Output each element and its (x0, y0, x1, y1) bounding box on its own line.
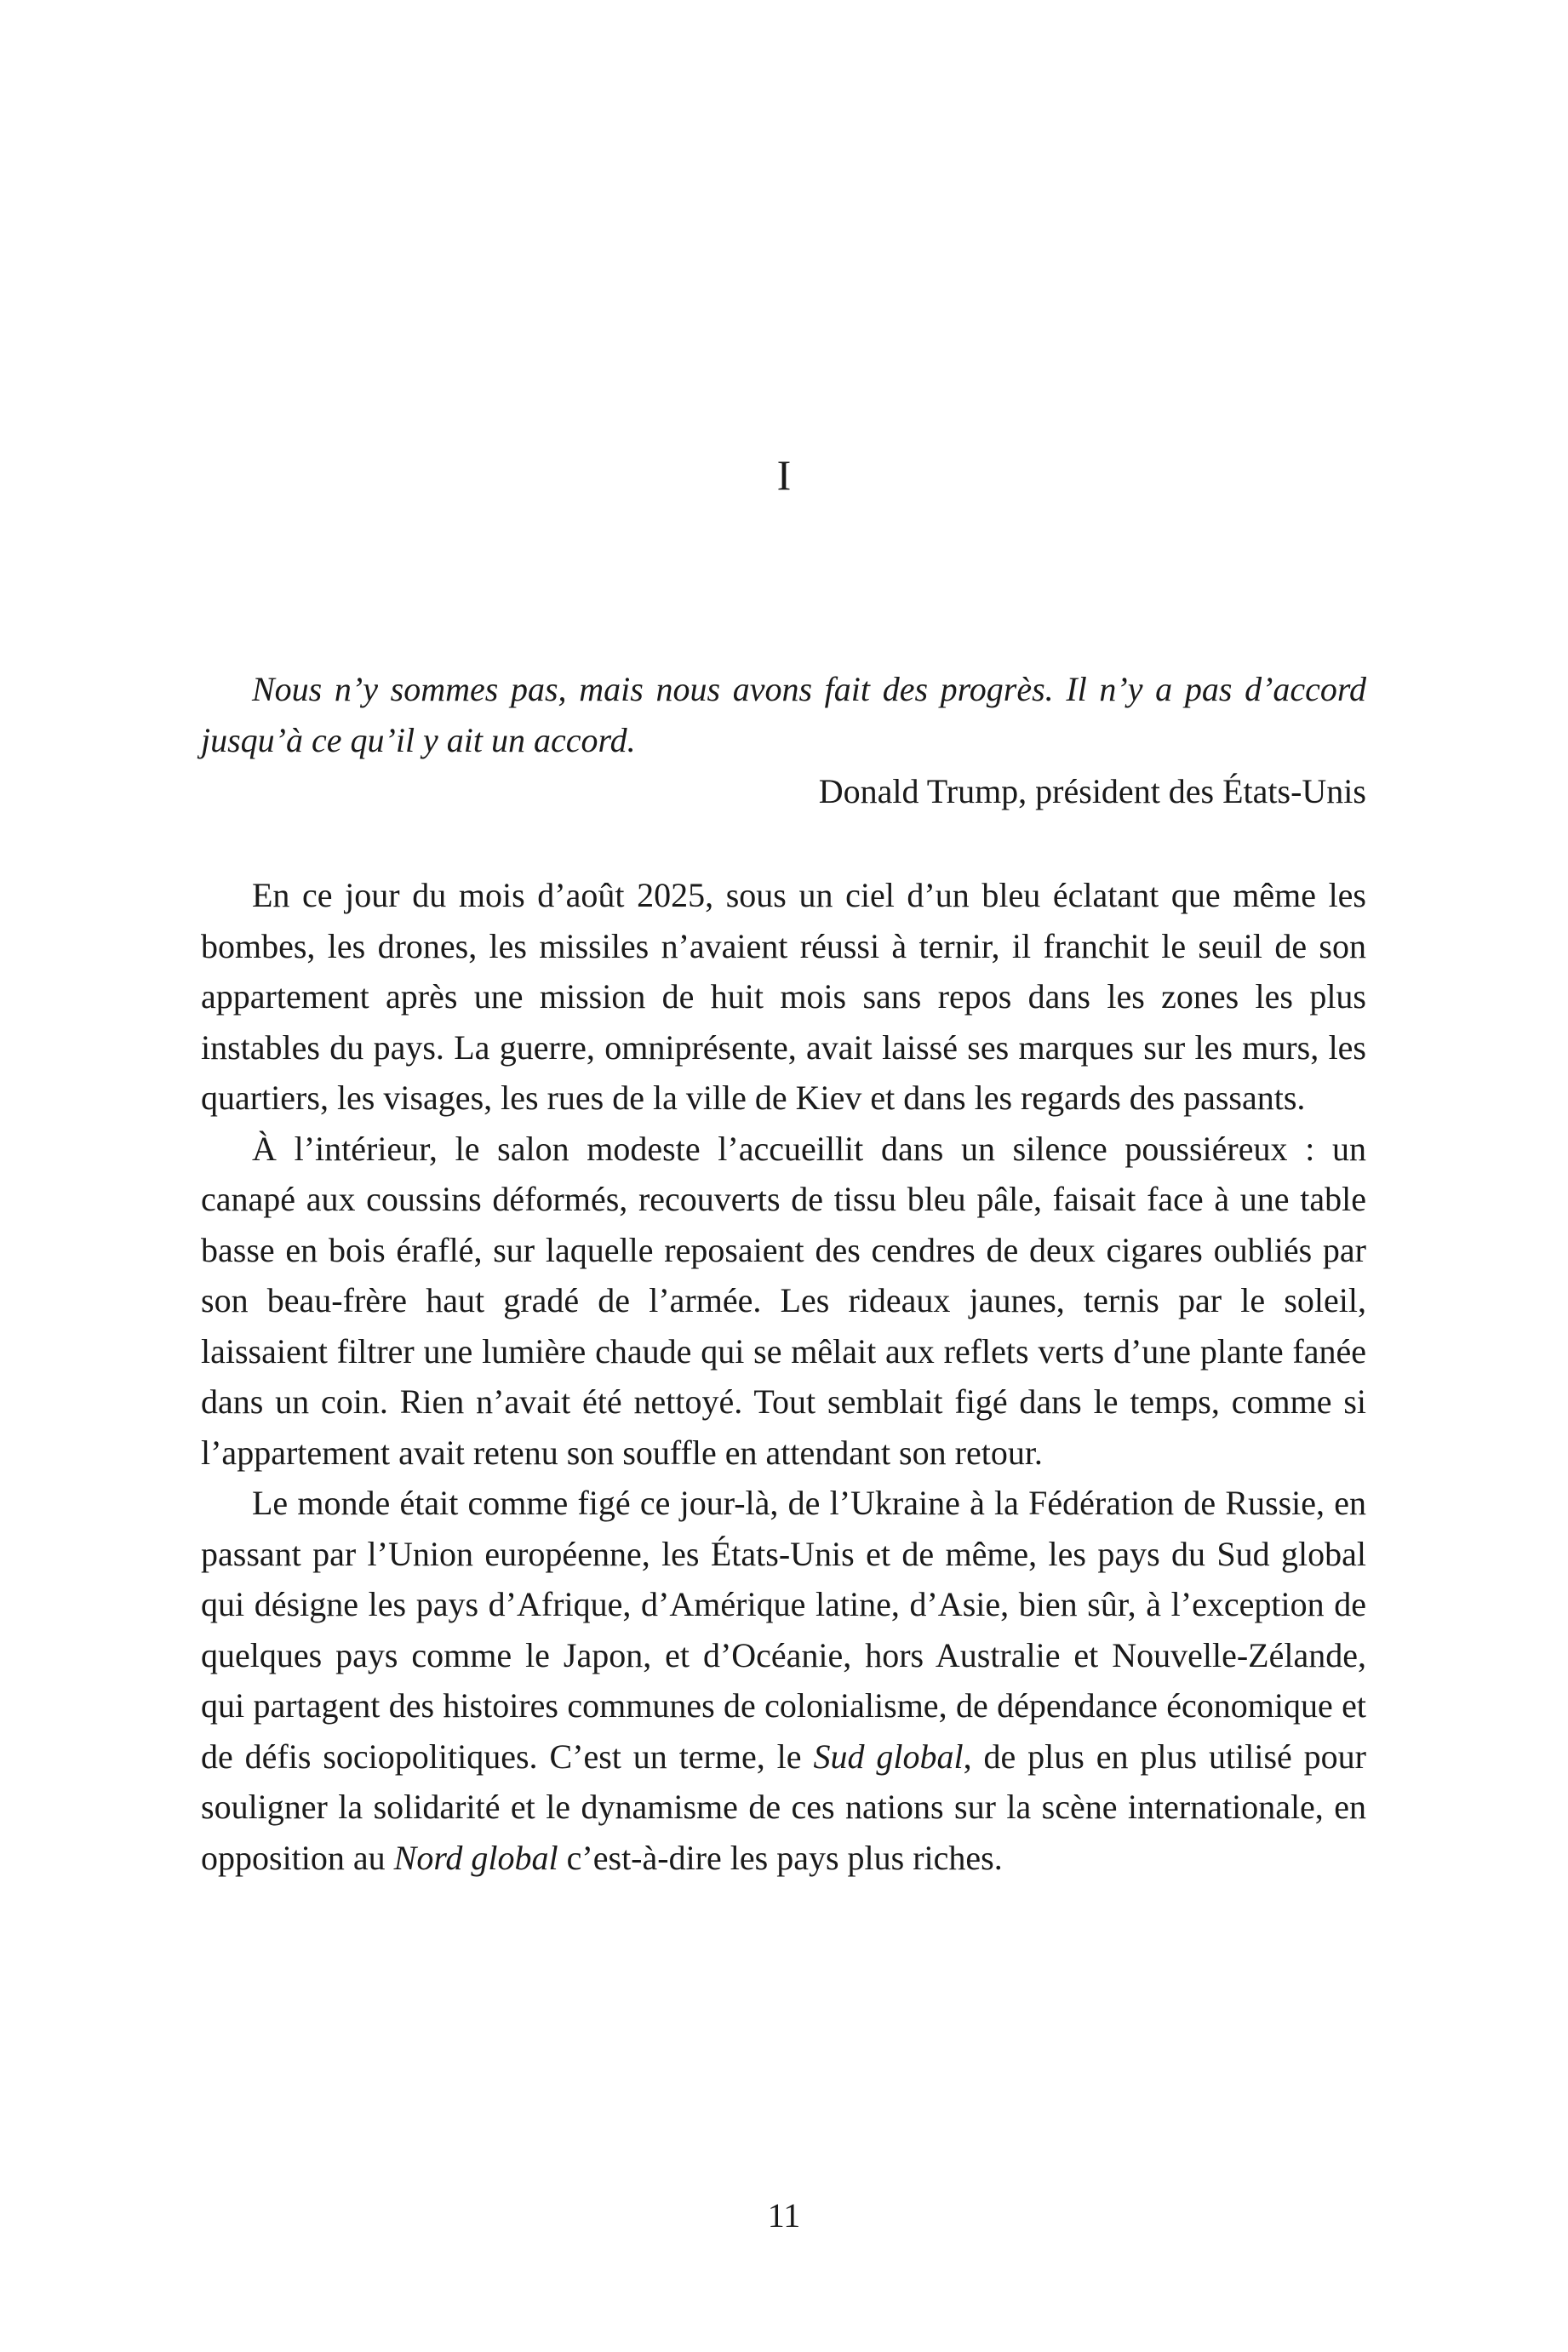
page-number: 11 (767, 2196, 801, 2235)
paragraph-3-text-a: Le monde était comme figé ce jour-là, de l’Ukraine à la Fédération de Russie, en passant par l’Union européenne, les États-Unis et de même, les pays du Sud global qui désigne les pays d’Afrique, d’Amérique latine, d’Asie, bien sûr, à l’exception de quelques pays comme le Japon, et d’Océanie, hors Australie et Nouvelle-Zélande, qui partagent des histoires communes de colonialisme, de dépendance économique et de défis sociopolitiques. C’est un terme, le (201, 1484, 1366, 1776)
paragraph-3 (201, 1478, 1366, 1883)
chapter-number: I (776, 451, 792, 499)
epigraph-attribution: Donald Trump, président des États-Unis (818, 772, 1366, 810)
paragraph-1: En ce jour du mois d’août 2025, sous un ciel d’un bleu éclatant que même les bombes, les drones, les missiles n’avaient réussi à ternir, il franchit le seuil de son appartement après une mission de huit mois sans repos dans les zones les plus instables du pays. La guerre, omniprésente, avait laissé ses marques sur les murs, les quartiers, les visages, les rues de la ville de Kiev et dans les regards des passants. (201, 876, 1366, 1117)
body-text (201, 870, 1366, 1883)
paragraph-2: À l’intérieur, le salon modeste l’accueillit dans un silence poussiéreux : un canapé aux coussins déformés, recouverts de tissu bleu pâle, faisait face à une table basse en bois éraflé, sur laquelle reposaient des cendres de deux cigares oubliés par son beau-frère haut gradé de l’armée. Les rideaux jaunes, ternis par le soleil, laissaient filtrer une lumière chaude qui se mêlait aux reflets verts d’une plante fanée dans un coin. Rien n’avait été nettoyé. Tout semblait figé dans le temps, comme si l’appartement avait retenu son souffle en attendant son retour. (201, 1129, 1366, 1472)
paragraph-3-text-b: , de plus en plus utilisé pour souligner la solidarité et le dynamisme de ces nations sur la scène internationale, en opposition au (201, 1737, 1366, 1877)
paragraph-3-text-c: c’est-à-dire les pays plus riches. (558, 1838, 1003, 1877)
epigraph (201, 664, 1366, 817)
term-sud-global: Sud global (813, 1737, 964, 1776)
term-nord-global: Nord global (393, 1838, 558, 1877)
epigraph-quote: Nous n’y sommes pas, mais nous avons fait des progrès. Il n’y a pas d’accord jusqu’à ce qu’il y ait un accord. (201, 670, 1366, 759)
